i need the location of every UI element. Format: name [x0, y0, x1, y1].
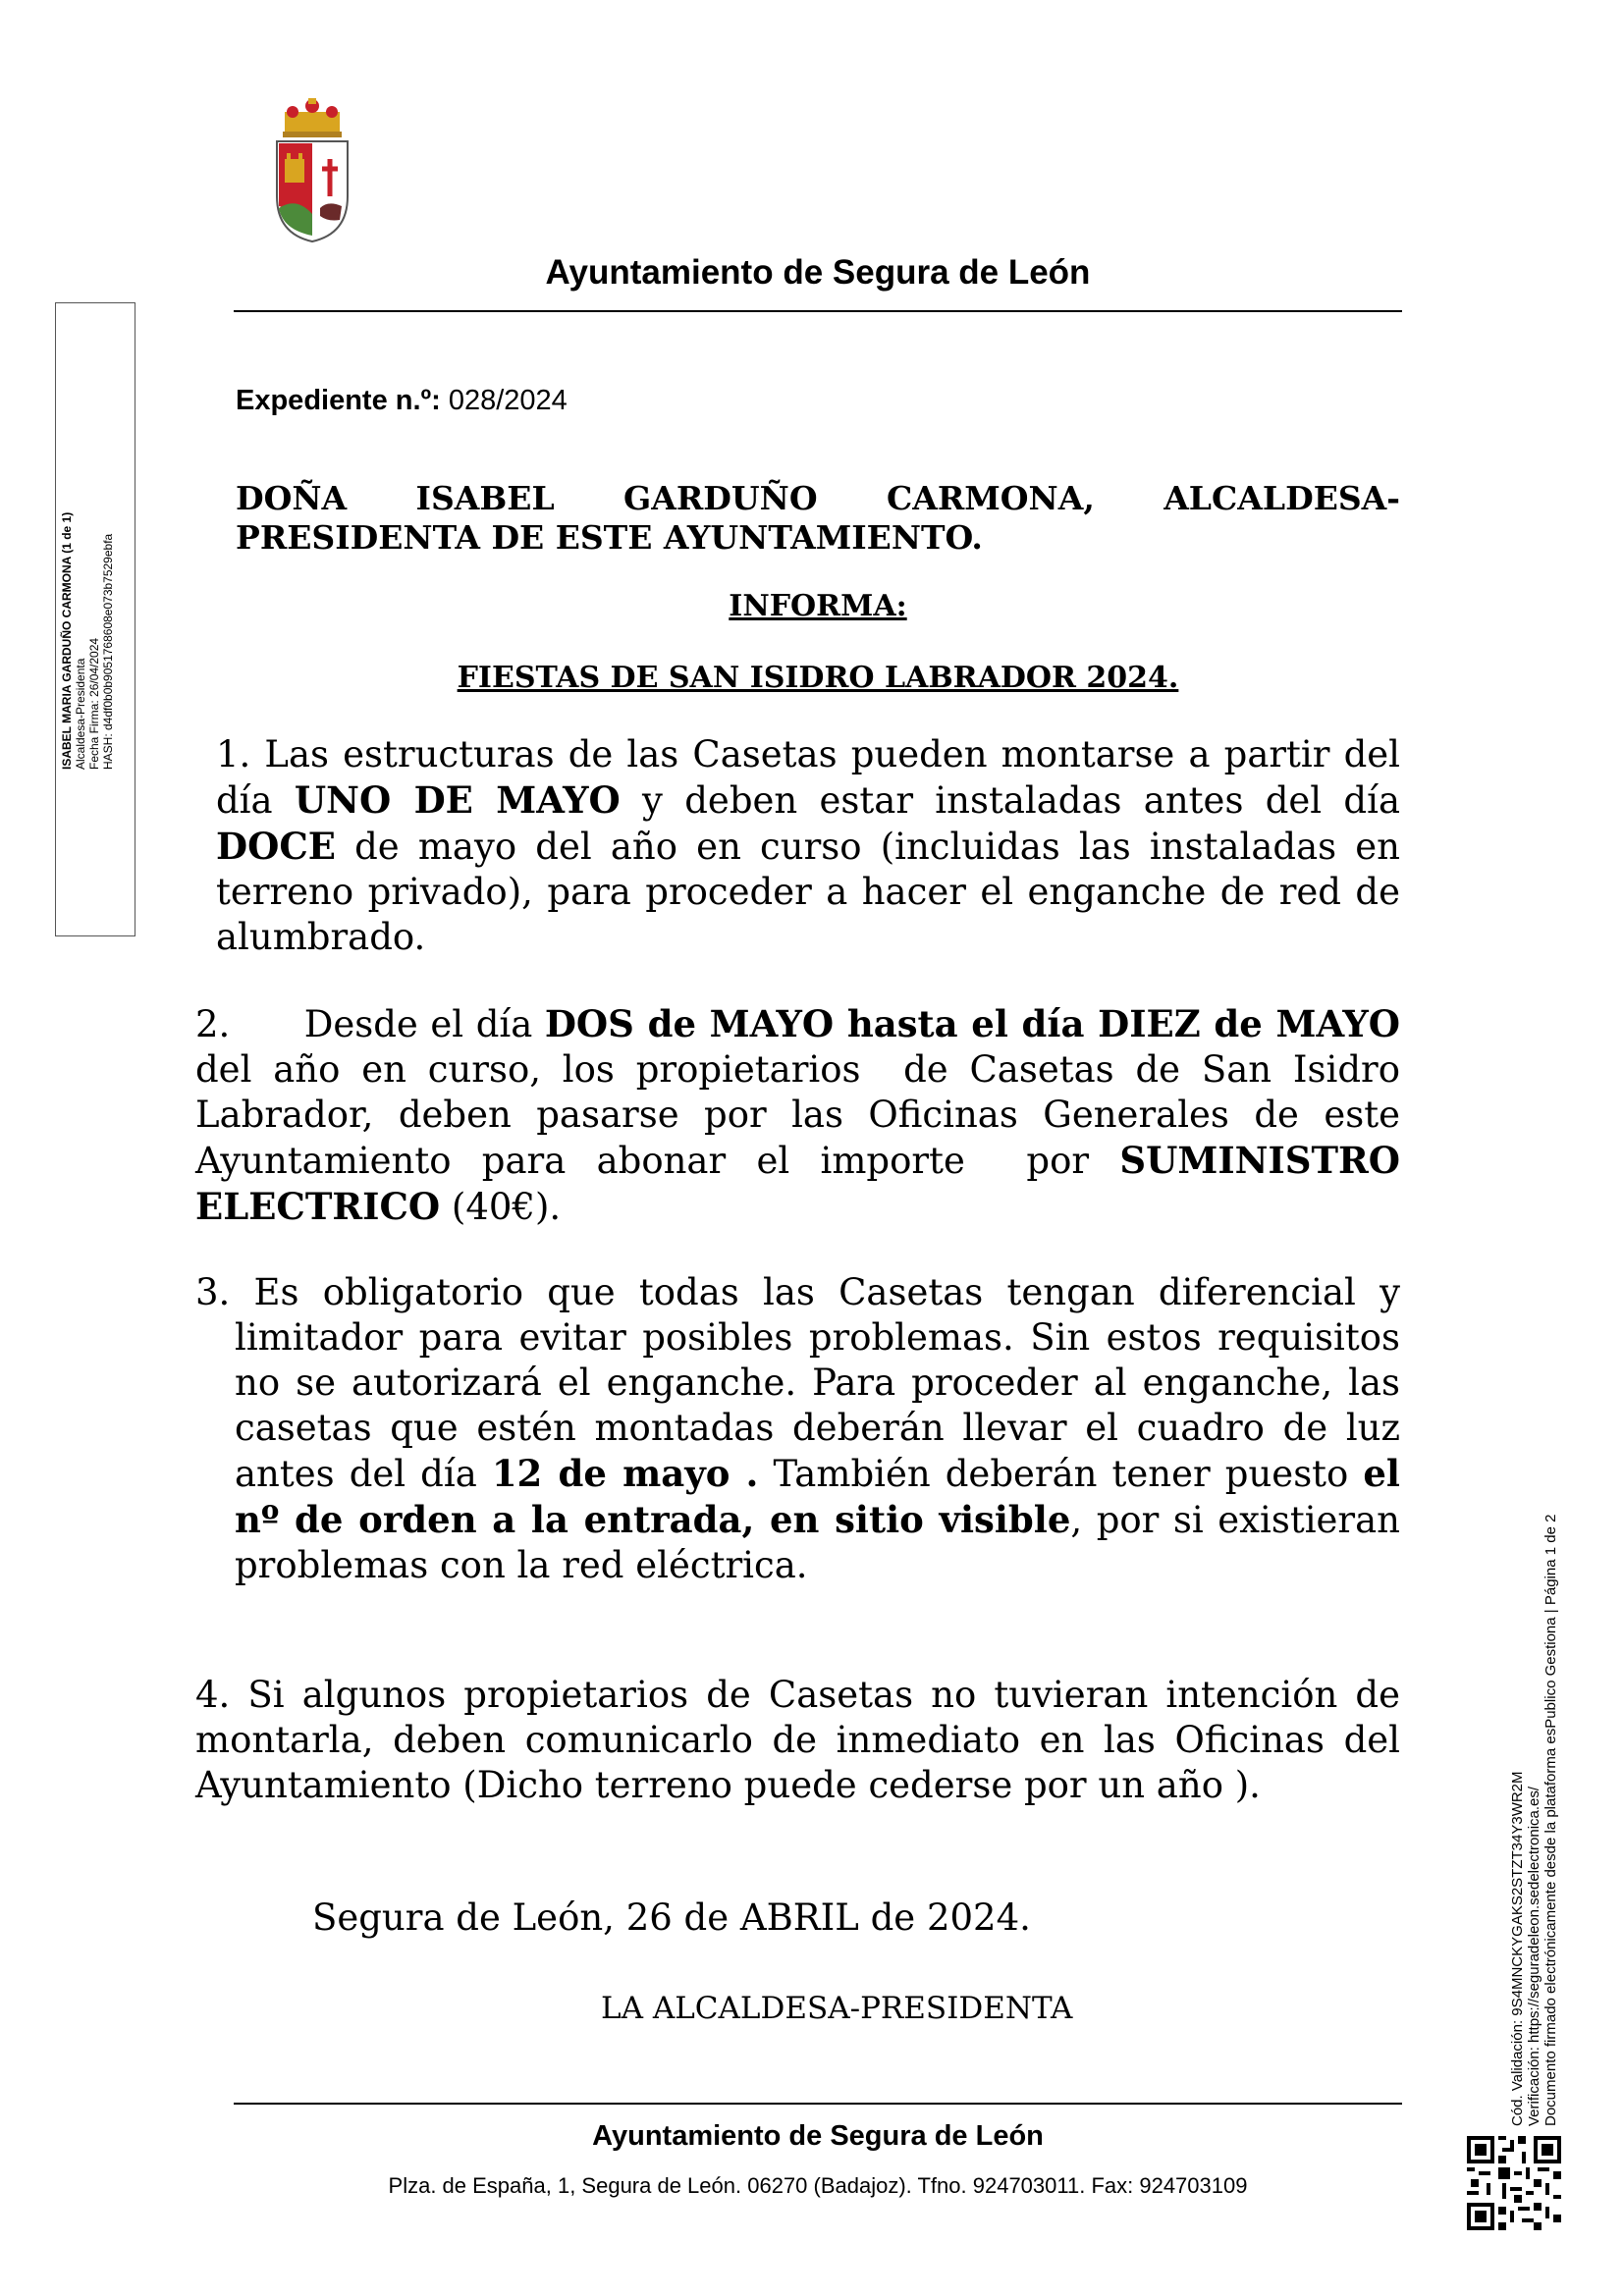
signature-hash: HASH: d4df0b0b9051768608e073b7529ebfa — [101, 533, 115, 770]
addressee-block — [236, 479, 1400, 558]
date-line: Segura de León, 26 de ABRIL de 2024. — [312, 1896, 1031, 1939]
expediente-label: Expediente n.º: — [236, 385, 441, 416]
signature-role: Alcaldesa-Presidenta — [74, 658, 87, 770]
signature-date: Fecha Firma: 26/04/2024 — [87, 637, 101, 770]
p2-bold-b: SUMINISTRO ELECTRICO — [195, 1139, 1413, 1228]
subject-heading: FIESTAS DE SAN ISIDRO LABRADOR 2024. — [457, 661, 1179, 695]
signature-title: LA ALCALDESA-PRESIDENTA — [601, 1991, 1073, 2026]
validation-code: Cód. Validación: 9S4MNCKYGAKS2STZT34Y3WR2M — [1509, 1771, 1526, 2126]
p3-text-b: También deberán tener puesto — [758, 1453, 1364, 1495]
signature-signer: ISABEL MARIA GARDUÑO CARMONA (1 de 1) — [60, 511, 74, 770]
footer-divider — [234, 2103, 1402, 2105]
p1-bold-b: DOCE — [216, 825, 336, 868]
p2-text-c: (40€). — [440, 1186, 562, 1228]
p3-first-line: 3. Es obligatorio que todas las Casetas tengan diferencial y — [195, 1271, 1400, 1313]
addressee-line-1: DOÑA ISABEL GARDUÑO CARMONA, ALCALDESA- — [236, 479, 1400, 517]
informa-heading: INFORMA: — [729, 589, 907, 623]
paragraph-4: 4. Si algunos propietarios de Casetas no tuvieran intención de montarla, deben comunicarlo de inmediato en las Oficinas del Ayuntamiento (Dicho terreno puede cederse por un año ). — [195, 1674, 1400, 1806]
validation-platform: Documento firmado electrónicamente desde la plataforma esPublico Gestiona | Página 1 de 2 — [1542, 1514, 1559, 2126]
signature-stamp-text — [60, 475, 131, 770]
p1-text-c: de mayo del año en curso (incluidas las instaladas en terreno privado), para proceder a hacer el enganche de red de alumbrado. — [216, 826, 1400, 958]
municipal-crest-logo — [263, 98, 361, 245]
p3-text-c: , por si existieran problemas con la red eléctrica. — [235, 1499, 1401, 1586]
qr-code-icon — [1467, 2136, 1561, 2230]
header-title: Ayuntamiento de Segura de León — [545, 253, 1091, 292]
validation-url[interactable]: Verificación: https://seguradeleon.sedelectronica.es/ — [1526, 1786, 1542, 2126]
p3-bold-b: el nº de orden a la entrada, en sitio visible — [235, 1452, 1400, 1541]
addressee-line-2: PRESIDENTA DE ESTE AYUNTAMIENTO. — [236, 518, 983, 557]
p1-text-a: 1. Las estructuras de las Casetas pueden montarse a partir del día — [216, 733, 1400, 822]
paragraph-1 — [216, 732, 1400, 960]
validation-block — [1509, 1439, 1568, 2126]
header-divider — [234, 310, 1402, 312]
p3-bold-a: 12 de mayo . — [491, 1452, 759, 1495]
p3-text-a: limitador para evitar posibles problemas. Sin estos requisitos no se autorizará el enganche. Para proceder al enganche, las casetas que estén montadas deberán llevar el cuadro de luz antes del día — [235, 1316, 1400, 1495]
p1-bold-a: UNO DE MAYO — [294, 778, 621, 822]
footer-title: Ayuntamiento de Segura de León — [592, 2120, 1044, 2152]
expediente-value: 028/2024 — [448, 385, 568, 416]
p3-body — [195, 1315, 1400, 1588]
footer-address: Plza. de España, 1, Segura de León. 06270 (Badajoz). Tfno. 924703011. Fax: 924703109 — [388, 2173, 1248, 2198]
p2-text-a: 2. Desde el día — [195, 1003, 545, 1045]
p1-text-b: y deben estar instaladas antes del día — [620, 779, 1401, 822]
p2-bold-a: DOS de MAYO hasta el día DIEZ de MAYO — [544, 1002, 1400, 1045]
paragraph-2 — [195, 1001, 1413, 1230]
paragraph-3 — [195, 1270, 1400, 1588]
p2-text-b: del año en curso, los propietarios de Casetas de San Isidro Labrador, deben pasarse por las Oficinas Generales de este Ayuntamiento para abonar el importe por — [195, 1003, 1412, 1182]
expediente-line — [236, 385, 568, 417]
